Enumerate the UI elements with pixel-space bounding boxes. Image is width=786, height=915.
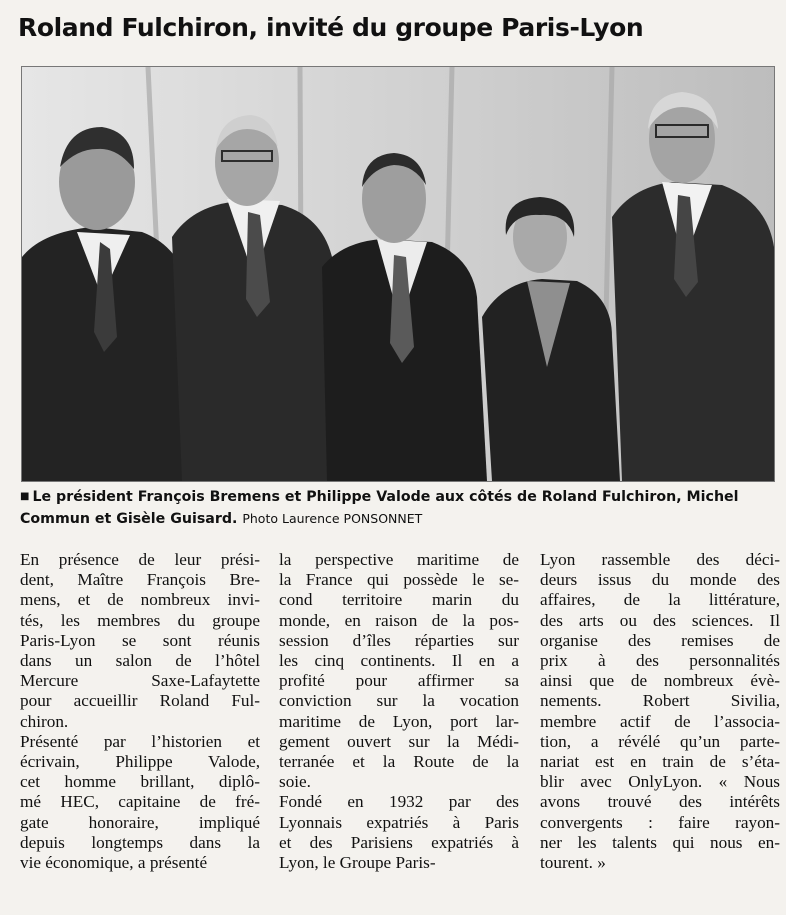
photo-caption — [20, 486, 780, 530]
article-text-line: Mercure Saxe-Lafaytette — [20, 671, 260, 691]
article-text-line: conviction sur la vocation — [279, 691, 519, 711]
article-column-3 — [540, 550, 780, 873]
article-text-line: blir avec OnlyLyon. « Nous — [540, 772, 780, 792]
article-text-line: tourent. » — [540, 853, 606, 873]
article-text-line: soie. — [279, 772, 311, 792]
article-text-line: pour accueillir Roland Ful- — [20, 691, 260, 711]
article-text-line: vie économique, a présenté — [20, 853, 208, 873]
article-text-line: Paris-Lyon se sont réunis — [20, 630, 260, 650]
article-text-line: dent, Maître François Bre- — [20, 570, 260, 590]
article-text-line: écrivain, Philippe Valode, — [20, 752, 260, 772]
article-text-line: gement ouvert sur la Médi- — [279, 731, 519, 751]
article-text-line: avons trouvé des intérêts — [540, 792, 780, 812]
article-text-line: terranée et la Route de la — [279, 752, 519, 772]
article-text-line: cond territoire marin du — [279, 590, 519, 610]
article-text-line: les cinq continents. Il en a — [279, 651, 519, 671]
article-text-line: cet homme brillant, diplô- — [20, 772, 260, 792]
group-photo-illustration — [22, 67, 774, 481]
article-text-line: mens, et de nombreux invi- — [20, 590, 260, 610]
article-text-line: convergents : faire rayon- — [540, 812, 780, 832]
article-text-line: la perspective maritime de — [279, 550, 519, 569]
article-column-1 — [20, 550, 260, 873]
article-text-line: depuis longtemps dans la — [20, 832, 260, 852]
article-text-line: gate honoraire, impliqué — [20, 812, 260, 832]
article-text-line: Présenté par l’historien et — [20, 731, 260, 751]
article-text-line: maritime de Lyon, port lar- — [279, 711, 519, 731]
article-text-line: Lyonnais expatriés à Paris — [279, 812, 519, 832]
photo-credit: Photo Laurence PONSONNET — [242, 511, 423, 526]
article-text-line: deurs issus du monde des — [540, 570, 780, 590]
caption-text: Le président François Bremens et Philippe Valode aux côtés de Roland Fulchiron, Michel Commun et Gisèle Guisard. — [20, 489, 739, 527]
caption-bullet-icon: ■ — [20, 491, 30, 502]
article-text-line: profité pour affirmer sa — [279, 671, 519, 691]
article-text-line: monde, en raison de la pos- — [279, 610, 519, 630]
article-text-line: tés, les membres du groupe — [20, 610, 260, 630]
article-text-line: ainsi que de nombreux évè- — [540, 671, 780, 691]
article-text-line: ner les talents qui nous en- — [540, 832, 780, 852]
article-text-line: nements. Robert Sivilia, — [540, 691, 780, 711]
article-text-line: Fondé en 1932 par des — [279, 792, 519, 812]
article-text-line: et des Parisiens expatriés à — [279, 832, 519, 852]
group-photo — [21, 66, 775, 482]
article-text-line: la France qui possède le se- — [279, 570, 519, 590]
article-text-line: des arts ou des sciences. Il — [540, 610, 780, 630]
article-text-line: mé HEC, capitaine de fré- — [20, 792, 260, 812]
article-text-line: affaires, de la littérature, — [540, 590, 780, 610]
article-text-line: Lyon, le Groupe Paris- — [279, 853, 436, 873]
article-text-line: organise des remises de — [540, 630, 780, 650]
article-text-line: membre actif de l’associa- — [540, 711, 780, 731]
article-headline: Roland Fulchiron, invité du groupe Paris-Lyon — [18, 13, 644, 42]
article-text-line: prix à des personnalités — [540, 651, 780, 671]
article-text-line: session d’îles réparties sur — [279, 630, 519, 650]
article-text-line: tion, a révélé qu’un parte- — [540, 731, 780, 751]
article-text-line: En présence de leur prési- — [20, 550, 260, 569]
article-text-line: dans un salon de l’hôtel — [20, 651, 260, 671]
article-text-line: chiron. — [20, 711, 69, 731]
article-text-line: Lyon rassemble des déci- — [540, 550, 780, 569]
article-text-line: nariat est en train de s’éta- — [540, 752, 780, 772]
article-column-2 — [279, 550, 519, 873]
